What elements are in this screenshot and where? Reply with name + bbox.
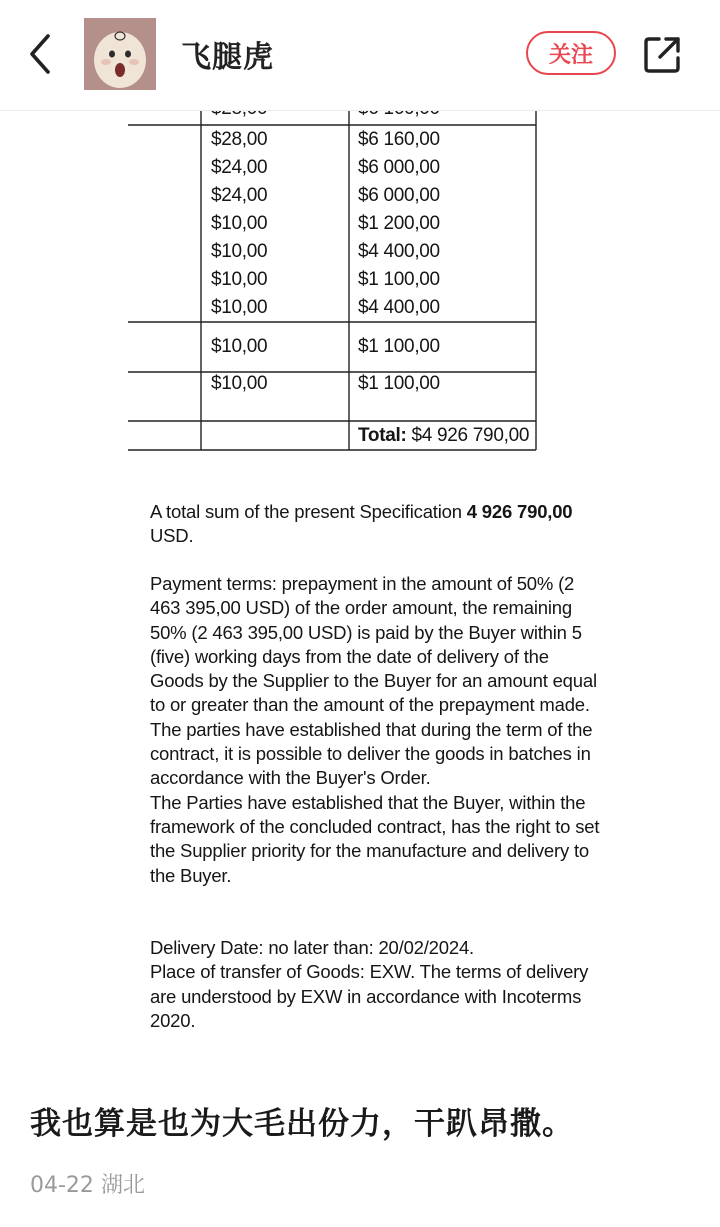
share-external-icon	[640, 33, 684, 77]
post-meta	[30, 1168, 145, 1199]
total-sum-text: A total sum of the present Specification	[150, 501, 462, 522]
username[interactable]: 飞腿虎	[181, 40, 274, 75]
post-location: 湖北	[100, 1173, 145, 1198]
follow-button[interactable]: 关注	[526, 31, 616, 75]
document-image[interactable]	[0, 110, 720, 1070]
batches-text: The parties have established that during the term of the contract, it is possible to deliver the goods in batches in accordance with the Buyer's Order.	[150, 718, 593, 789]
table-cell-amount: $6 160,00	[358, 129, 440, 150]
table-cell-price: $10,00	[211, 336, 268, 357]
total-sum-unit: USD.	[150, 525, 194, 547]
place-of-transfer: Place of transfer of Goods: EXW. The terms of delivery are understood by EXW in accordance with Incoterms 2020.	[150, 961, 589, 1031]
table-total-label: Total:	[358, 425, 407, 446]
delivery-block	[150, 936, 600, 1033]
priority-text: The Parties have established that the Buyer, within the framework of the concluded contract, has the right to set the Supplier priority for the manufacture and delivery to the Buyer.	[150, 791, 600, 886]
payment-terms-text: Payment terms: prepayment in the amount of 50% (2 463 395,00 USD) of the order amount, the remaining 50% (2 463 395,00 USD) is paid by the Buyer within 5 (five) working days from the date of delivery of the Goods by the Supplier to the Buyer for an amount equal to or greater than the amount of the prepayment made.	[150, 573, 597, 716]
table-total-value: $4 926 790,00	[411, 425, 530, 446]
top-bar	[0, 0, 720, 111]
table-cell-amount: $4 400,00	[358, 297, 440, 318]
table-cell-price: $24,00	[211, 185, 268, 206]
post-caption: 我也算是也为大毛出份力，干趴昂撒。	[30, 1106, 574, 1142]
avatar-image	[84, 18, 156, 90]
table-cell-price: $10,00	[211, 373, 268, 394]
chevron-left-icon	[22, 32, 62, 76]
table-cell-price: $10,00	[211, 297, 268, 318]
table-cell-amount: $6 000,00	[358, 157, 440, 178]
total-sum-paragraph	[150, 500, 600, 549]
table-cell-price: $24,00	[211, 157, 268, 178]
table-cell-amount: $1 100,00	[358, 373, 440, 394]
table-cell-amount: $1 100,00	[358, 269, 440, 290]
table-cell-price: $10,00	[211, 269, 268, 290]
back-button[interactable]	[22, 32, 62, 76]
table-cell-price: $10,00	[211, 241, 268, 262]
table-total	[358, 425, 529, 447]
table-cell-price: $28,00	[211, 129, 268, 150]
table-cell-amount: $1 100,00	[358, 336, 440, 357]
avatar[interactable]	[84, 18, 156, 90]
table-cell-amount: $6 000,00	[358, 185, 440, 206]
table-cell-amount: $4 400,00	[358, 241, 440, 262]
table-cell-price: $10,00	[211, 213, 268, 234]
total-sum-value: 4 926 790,00	[466, 501, 573, 522]
payment-terms-block	[150, 572, 600, 888]
table-cell-amount: $1 200,00	[358, 213, 440, 234]
post-date: 04-22	[30, 1173, 94, 1198]
share-button[interactable]	[640, 33, 684, 77]
delivery-date: Delivery Date: no later than: 20/02/2024.	[150, 937, 474, 958]
